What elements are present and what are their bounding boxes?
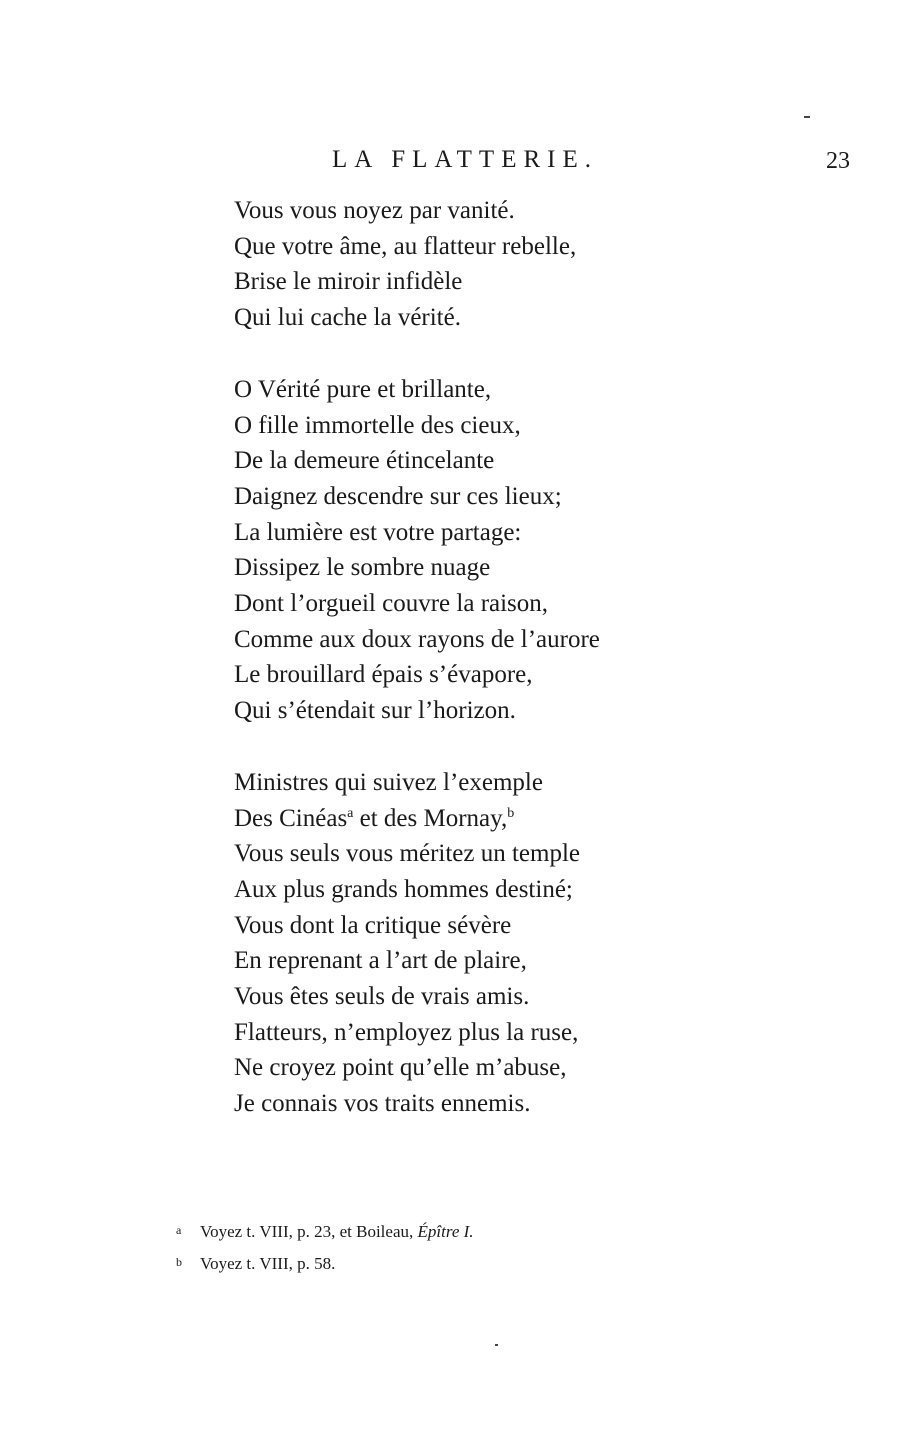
verse-line: Qui s’étendait sur l’horizon.	[234, 697, 516, 725]
footnote-b	[176, 1247, 474, 1279]
verse-line: O Vérité pure et brillante,	[234, 375, 492, 403]
page-number: 23	[826, 148, 850, 174]
verse-line: Dissipez le sombre nuage	[234, 554, 491, 582]
verse-text: Des Cinéas	[234, 804, 348, 832]
footnote-marker: a	[176, 1223, 182, 1237]
footnote-text: Voyez t. VIII, p. 23, et Boileau,	[200, 1222, 418, 1241]
verse-line: Vous êtes seuls de vrais amis.	[234, 983, 530, 1011]
footnote-emphasis: Épître I.	[417, 1222, 474, 1241]
footnote-a	[176, 1215, 474, 1247]
footnote-text: Voyez t. VIII, p. 58.	[200, 1254, 336, 1273]
verse-line: O fille immortelle des cieux,	[234, 411, 521, 439]
footnote-ref-b[interactable]: b	[507, 805, 515, 821]
verse-line: Vous seuls vous méritez un temple	[234, 840, 581, 868]
verse-line: Aux plus grands hommes destiné;	[234, 875, 573, 903]
verse-line: Le brouillard épais s’évapore,	[234, 661, 533, 689]
footnotes	[176, 1215, 474, 1279]
verse-line	[234, 801, 600, 837]
stanza-2	[234, 372, 600, 729]
poem	[234, 193, 600, 1158]
verse-line: Que votre âme, au flatteur rebelle,	[234, 232, 577, 260]
verse-line: Vous vous noyez par vanité.	[234, 197, 515, 224]
verse-line: En reprenant a l’art de plaire,	[234, 947, 527, 975]
verse-line: La lumière est votre partage:	[234, 518, 522, 546]
verse-line: Daignez descendre sur ces lieux;	[234, 482, 562, 510]
running-title: LA FLATTERIE.	[332, 146, 598, 173]
verse-line: Ministres qui suivez l’exemple	[234, 768, 543, 796]
stanza-1	[234, 193, 600, 336]
footnote-ref-a[interactable]: a	[347, 805, 354, 821]
verse-line: Brise le miroir infidèle	[234, 268, 463, 296]
footnote-marker: b	[176, 1255, 182, 1269]
verse-line: Dont l’orgueil couvre la raison,	[234, 590, 549, 618]
verse-line: Flatteurs, n’employez plus la ruse,	[234, 1018, 579, 1046]
page-speck	[804, 116, 810, 118]
page-speck	[495, 1344, 498, 1346]
verse-line: Comme aux doux rayons de l’aurore	[234, 625, 600, 653]
verse-line: De la demeure étincelante	[234, 447, 495, 475]
stanza-3	[234, 765, 600, 1122]
verse-line: Qui lui cache la vérité.	[234, 304, 461, 332]
verse-line: Je connais vos traits ennemis.	[234, 1090, 531, 1118]
verse-line: Ne croyez point qu’elle m’abuse,	[234, 1054, 567, 1082]
verse-line: Vous dont la critique sévère	[234, 911, 512, 939]
verse-text: et des Mornay,	[353, 804, 508, 832]
